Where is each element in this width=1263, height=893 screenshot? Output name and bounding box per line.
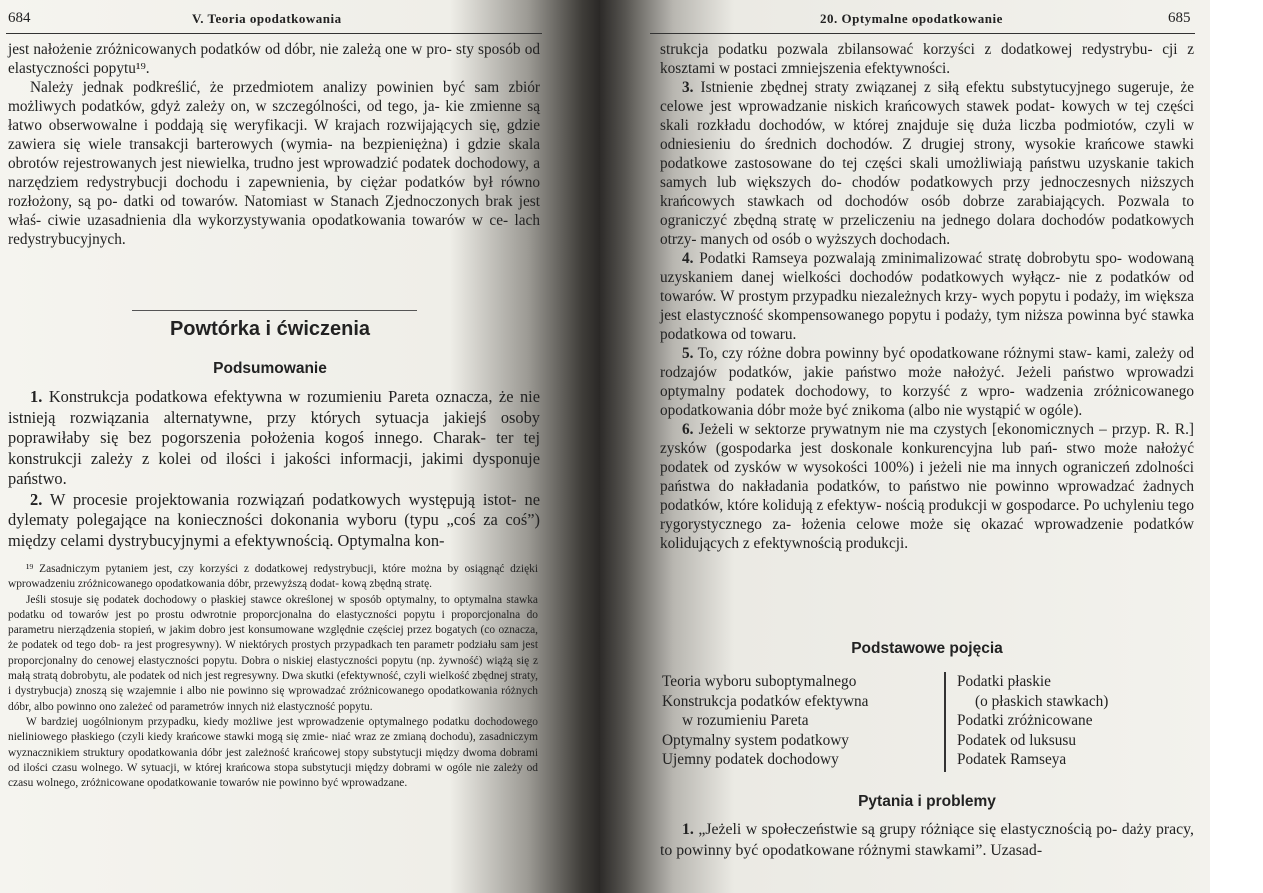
concept-term: w rozumieniu Pareta xyxy=(682,712,809,729)
summary-item xyxy=(8,490,540,552)
left-head-rule xyxy=(6,33,542,34)
right-head-rule xyxy=(650,33,1195,34)
left-page-number: 684 xyxy=(8,10,31,26)
left-running-title: V. Teoria opodatkowania xyxy=(192,11,342,26)
summary-item-number: 5. xyxy=(682,345,694,362)
summary-continuation: strukcja podatku pozwala zbilansować korzyści z dodatkowej redystrybu- cji z kosztami w postaci zmniejszenia efektywności. xyxy=(660,41,1194,77)
right-running-title: 20. Optymalne opodatkowanie xyxy=(820,11,1003,26)
summary-item xyxy=(660,249,1194,344)
concept-term: Podatki płaskie xyxy=(957,673,1051,690)
summary-item xyxy=(660,420,1194,553)
questions-heading: Pytania i problemy xyxy=(858,793,996,810)
section-rule xyxy=(132,310,417,311)
summary-item-number: 6. xyxy=(682,421,694,438)
question-item xyxy=(660,819,1194,861)
summary-item-text: Istnienie zbędnej straty związanej z siłą efektu substytucyjnego sugeruje, że celowe jest wprowadzanie niskich krańcowych stawek podat- kowych w tej części skali rozkładu dochodów, w której znajduje się duża liczba podmiotów, czyli w odniesieniu do średnich dochodów. Z drugiej strony, wysokie krańcowe stawki podatkowe zastosowane do tej części skali umożliwiają państwu uzyskanie takich samych lub większych do- chodów podatkowych przy jednoczesnych niższych krańcowych stawkach od dochodów osób dobrze zarabiających. Pozwala to ograniczyć zbędną stratę w przeliczeniu na jednego dolara dochodów podatkowych otrzy- manych od osób o wyższych dochodach. xyxy=(660,79,1194,248)
concept-term: Optymalny system podatkowy xyxy=(662,731,849,749)
concept-term: Podatek od luksusu xyxy=(957,731,1076,749)
concept-term: Ujemny podatek dochodowy xyxy=(662,751,839,768)
concepts-left-column xyxy=(662,672,937,770)
right-summary-text xyxy=(660,40,1194,553)
concepts-right-column xyxy=(957,672,1187,770)
summary-item-text: To, czy różne dobra powinny być opodatkowane różnymi staw- kami, zależy od rodzajów podatków, jakie państwo może nałożyć. Jeżeli państwo wprowadzi optymalny podatek dochodowy, to korzyść z wpro- wadzenia zróżnicowanego opodatkowania dóbr może być znikoma (albo nie wystąpić w ogóle). xyxy=(660,345,1194,419)
concept-term: Podatek Ramseya xyxy=(957,751,1067,768)
summary-item-text: Konstrukcja podatkowa efektywna w rozumieniu Pareta oznacza, że nie istnieją rozwiązania alternatywne, przy których sytuacja jakiejś osoby poprawiłaby się bez pogorszenia położenia kogoś innego. Charak- ter tej konstrukcji zależy z kolei od ilości i jakości informacji, jakimi dysponuje państwo. xyxy=(8,387,540,488)
question-text: „Jeżeli w społeczeństwie są grupy różniące się elastycznością po- daży pracy, to powinny być opodatkowane różnymi stawkami”. Uzasad- xyxy=(660,821,1194,859)
intro-paragraph: jest nałożenie zróżnicowanych podatków od dóbr, nie zależą one w pro- sty sposób od elastyczności popytu¹⁹. xyxy=(8,41,540,77)
concepts-divider xyxy=(944,672,946,772)
footnote-paragraph: ¹⁹ Zasadniczym pytaniem jest, czy korzyści z dodatkowej redystrybucji, które można by osiągnąć dzięki wprowadzeniu zróżnicowanego opodatkowania dóbr, przewyższą dodat- kową zbędną stratę. xyxy=(8,563,538,591)
concepts-heading: Podstawowe pojęcia xyxy=(851,640,1003,657)
summary-item-text: Podatki Ramseya pozwalają zminimalizować stratę dobrobytu spo- wodowaną uzyskaniem danej wielkości dochodów podatkowych wyłącz- nie z podatków od towarów. W prostym przypadku niezależnych krzy- wych popytu i podaży, im większa jest elastyczność skompensowanego popytu i podaży, tym niższa powinna być stawka podatkowa od towaru. xyxy=(660,250,1194,343)
summary-heading: Podsumowanie xyxy=(213,360,327,377)
summary-item-text: Jeżeli w sektorze prywatnym nie ma czystych [ekonomicznych – przyp. R. R.] zysków (gospodarka jest doskonale konkurencyjna lub pań- stwo może nałożyć podatek od zysków w wysokości 100%) i jeżeli nie ma innych ograniczeń zdolności państwa do nakładania podatków, to państwo nie powinno wprowadzać żadnych podatków, które kolidują z efektyw- nością produkcji w gospodarce. Po uchyleniu tego rygorystycznego za- łożenia celowe może się okazać wprowadzenie podatków kolidujących z efektywnością produkcji. xyxy=(660,421,1195,552)
concepts-table xyxy=(662,672,1192,772)
concept-term: Konstrukcja podatków efektywna xyxy=(662,692,869,710)
footnote-paragraph: Jeśli stosuje się podatek dochodowy o płaskiej stawce określonej w sposób optymalny, to optymalna stawka podatku od towarów jest po prostu odwrotnie proporcjonalna do elastyczności popytu i proporcjonalna do parametru nierządzenia stopień, w jakim dobro jest konsumowane względnie częściej przez bogatych (co oznacza, że podatek od tego dob- ra jest progresywny). W niektórych prostych przypadkach ten parametr podziału sam jest proporcjonalny do cenowej elastyczności popytu. Dobra o niskiej elastyczności popytu (np. żywność) wiążą się z małą stratą dobrobytu, ale podatek od nich jest regresywny. Dwa skutki (efektywność, czyli wielkość zbędnej straty, i dystrybucja) znoszą się wzajemnie i albo nie powinno się wprowadzać zróżnicowanego opodatkowania różnych dóbr, albo powinno ono zależeć od parametrów innych niż elastyczność popytu. xyxy=(8,593,538,713)
summary-item xyxy=(660,344,1194,420)
concept-term: Teoria wyboru suboptymalnego xyxy=(662,673,857,690)
summary-item-number: 3. xyxy=(682,79,694,96)
questions-list xyxy=(660,819,1194,861)
left-intro-text xyxy=(8,40,540,249)
section-title: Powtórka i ćwiczenia xyxy=(169,318,371,340)
summary-item xyxy=(8,387,540,490)
summary-item-number: 4. xyxy=(682,250,694,267)
footnote-paragraph: W bardziej uogólnionym przypadku, kiedy możliwe jest wprowadzenie optymalnego podatku dochodowego nieliniowego płaskiego (czyli kiedy krańcowe stawki mogą się zmie- niać wraz ze zmianą dochodu), zasadniczym wyznacznikiem struktury opodatkowania dóbr jest zależność krańcowej stopy substytucji między dwoma dobrami od ilości czasu wolnego. W sytuacji, w której krańcowa stopa substytucji między dobrami w ogóle nie zależy od czasu wolnego, zróżnicowane opodatkowanie towarów nie powinno być wprowadzane. xyxy=(8,715,538,790)
summary-item-text: W procesie projektowania rozwiązań podatkowych występują istot- ne dylematy polegające na konieczności dokonania wyboru (typu „coś za coś”) między celami dystrybucyjnymi a efektywnością. Optymalna kon- xyxy=(8,489,540,550)
summary-item-number: 2. xyxy=(30,489,43,509)
summary-list-left xyxy=(8,387,540,551)
footnotes xyxy=(8,562,538,791)
concept-term: Podatki zróżnicowane xyxy=(957,712,1093,729)
summary-item-number: 1. xyxy=(30,387,43,406)
concept-term: (o płaskich stawkach) xyxy=(975,692,1109,710)
intro-paragraph: Należy jednak podkreślić, że przedmiotem analizy powinien być sam zbiór możliwych podatków, gdyż zależy on, w szczególności, od tego, ja- kie zmienne są łatwo obserwowalne i poddają się weryfikacji. W krajach rozwijających się, gdzie zawiera się wiele transakcji barterowych (wymia- na bezpieniężna) i gdzie skala obrotów rejestrowanych jest niewielka, trudno jest wprowadzić podatek dochodowy, a narzędziem redystrybucji dochodu i zapewnienia, by ciężar podatków był równo rozłożony, są po- datki od towarów. Natomiast w Stanach Zjednoczonych brak jest właś- ciwie uzasadnienia dla wykorzystywania opodatkowania towarów w ce- lach redystrybucyjnych. xyxy=(8,79,540,248)
summary-item xyxy=(660,78,1194,249)
right-page-number: 685 xyxy=(1168,10,1191,26)
left-page xyxy=(0,0,600,893)
question-number: 1. xyxy=(682,821,694,838)
right-page xyxy=(600,0,1210,893)
